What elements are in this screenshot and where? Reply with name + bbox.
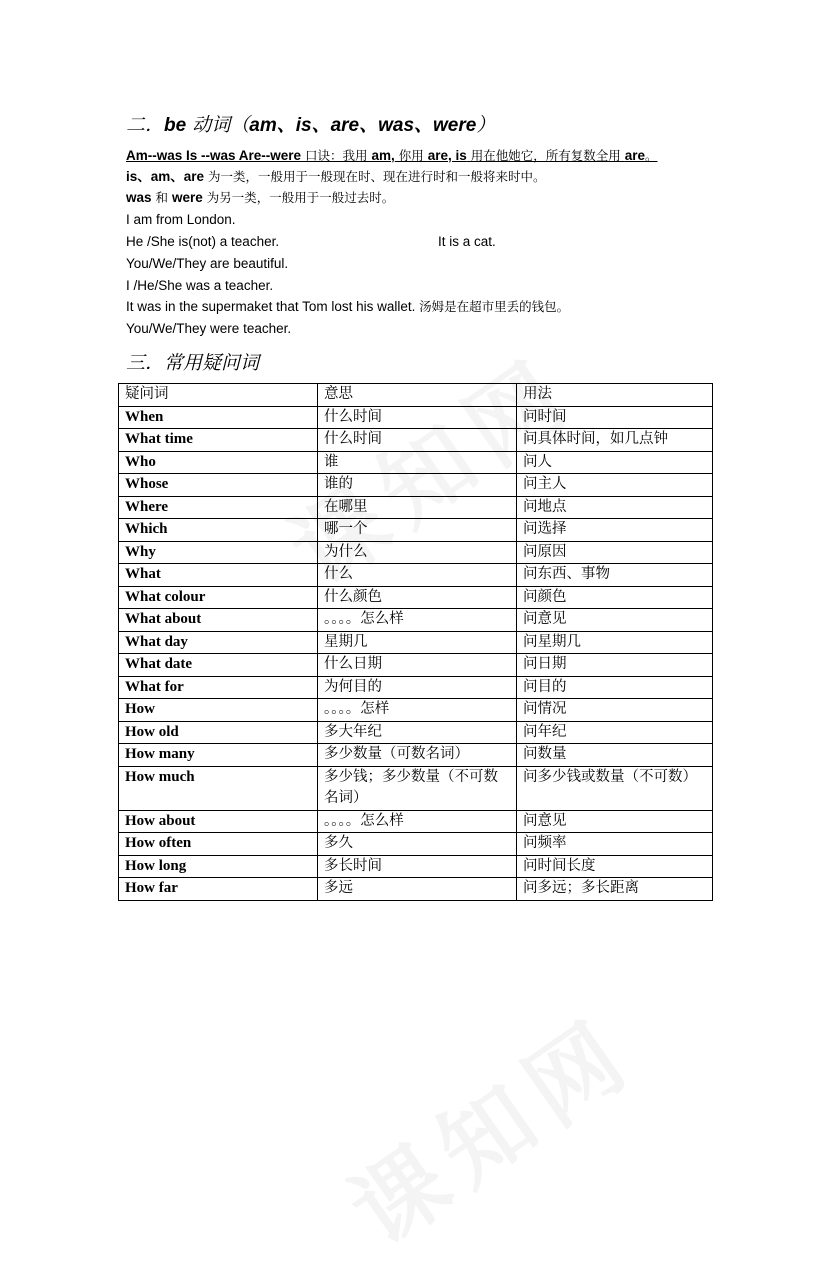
table-row bbox=[119, 878, 713, 901]
header-question-word: 疑问词 bbox=[119, 384, 318, 407]
cell-meaning: 多远 bbox=[318, 878, 517, 901]
example-5-zh: 汤姆是在超市里丢的钱包。 bbox=[419, 299, 570, 314]
table-row bbox=[119, 810, 713, 833]
cell-word: What about bbox=[119, 609, 318, 632]
table-row bbox=[119, 721, 713, 744]
group1-words: is、am、are bbox=[126, 169, 205, 184]
mnemonic-are-is: are, is bbox=[427, 148, 467, 163]
cell-word: How often bbox=[119, 833, 318, 856]
cell-usage: 问星期几 bbox=[517, 631, 713, 654]
group2-desc: 为另一类，一般用于一般过去时。 bbox=[202, 190, 395, 205]
table-row bbox=[119, 496, 713, 519]
mnemonic-zh-3: 用在他她它，所有复数全用 bbox=[466, 148, 625, 163]
table-row bbox=[119, 474, 713, 497]
cell-usage: 问东西、事物 bbox=[517, 564, 713, 587]
group1-line bbox=[126, 168, 546, 186]
cell-meaning: 在哪里 bbox=[318, 496, 517, 519]
cell-usage: 问时间 bbox=[517, 406, 713, 429]
example-5 bbox=[126, 298, 569, 316]
heading-verb-list: am、is、are、was、were bbox=[249, 115, 477, 136]
table-row bbox=[119, 744, 713, 767]
table-row bbox=[119, 451, 713, 474]
cell-meaning: 多长时间 bbox=[318, 855, 517, 878]
table-row bbox=[119, 429, 713, 452]
cell-word: How many bbox=[119, 744, 318, 767]
cell-word: Who bbox=[119, 451, 318, 474]
example-5-en: It was in the supermaket that Tom lost his wallet. bbox=[126, 299, 416, 314]
table-row bbox=[119, 855, 713, 878]
cell-usage: 问情况 bbox=[517, 699, 713, 722]
example-6: You/We/They were teacher. bbox=[126, 321, 292, 336]
cell-meaning: 哪一个 bbox=[318, 519, 517, 542]
cell-meaning: 多久 bbox=[318, 833, 517, 856]
cell-usage: 问意见 bbox=[517, 609, 713, 632]
cell-meaning: 多少钱；多少数量（不可数名词） bbox=[318, 766, 517, 810]
group2-and: 和 bbox=[151, 190, 172, 205]
group1-desc: 为一类，一般用于一般现在时、现在进行时和一般将来时中。 bbox=[204, 169, 546, 184]
cell-word: How long bbox=[119, 855, 318, 878]
table-row bbox=[119, 541, 713, 564]
watermark-logo-bottom bbox=[321, 981, 657, 1271]
mnemonic-line bbox=[126, 147, 658, 165]
cell-usage: 问颜色 bbox=[517, 586, 713, 609]
group2-was: was bbox=[126, 190, 152, 205]
mnemonic-zh-2: 你用 bbox=[394, 148, 428, 163]
cell-meaning: 谁 bbox=[318, 451, 517, 474]
cell-meaning: 为何目的 bbox=[318, 676, 517, 699]
cell-usage: 问目的 bbox=[517, 676, 713, 699]
mnemonic-end: 。 bbox=[645, 148, 658, 163]
cell-usage: 问数量 bbox=[517, 744, 713, 767]
cell-meaning: 什么颜色 bbox=[318, 586, 517, 609]
cell-usage: 问原因 bbox=[517, 541, 713, 564]
mnemonic-am: am, bbox=[371, 148, 395, 163]
header-usage: 用法 bbox=[517, 384, 713, 407]
section-number: 二． bbox=[126, 114, 165, 136]
cell-meaning: 。。。。怎么样 bbox=[318, 810, 517, 833]
cell-word: Whose bbox=[119, 474, 318, 497]
group2-were: were bbox=[171, 190, 203, 205]
heading-zh: 动词（ bbox=[192, 114, 250, 136]
cell-word: What time bbox=[119, 429, 318, 452]
cell-usage: 问选择 bbox=[517, 519, 713, 542]
table-head bbox=[119, 384, 713, 407]
cell-word: When bbox=[119, 406, 318, 429]
cell-usage: 问年纪 bbox=[517, 721, 713, 744]
cell-word: What colour bbox=[119, 586, 318, 609]
cell-usage: 问多少钱或数量（不可数） bbox=[517, 766, 713, 810]
table-body bbox=[119, 406, 713, 900]
section-heading-question-words: 三．常用疑问词 bbox=[126, 352, 260, 374]
cell-meaning: 多少数量（可数名词） bbox=[318, 744, 517, 767]
cell-word: What day bbox=[119, 631, 318, 654]
table-header-row bbox=[119, 384, 713, 407]
cell-word: What bbox=[119, 564, 318, 587]
cell-meaning: 谁的 bbox=[318, 474, 517, 497]
table-row bbox=[119, 654, 713, 677]
table-row bbox=[119, 586, 713, 609]
table-row bbox=[119, 631, 713, 654]
cell-word: How old bbox=[119, 721, 318, 744]
cell-word: How bbox=[119, 699, 318, 722]
cell-meaning: 什么时间 bbox=[318, 429, 517, 452]
question-words-table bbox=[118, 383, 713, 901]
cell-usage: 问具体时间，如几点钟 bbox=[517, 429, 713, 452]
cell-usage: 问日期 bbox=[517, 654, 713, 677]
section-heading-be-verbs bbox=[126, 110, 495, 137]
cell-meaning: 为什么 bbox=[318, 541, 517, 564]
table-row bbox=[119, 833, 713, 856]
mnemonic-en: Am--was Is --was Are--were bbox=[126, 148, 302, 163]
cell-meaning: 什么日期 bbox=[318, 654, 517, 677]
example-3: You/We/They are beautiful. bbox=[126, 256, 289, 271]
cell-word: Why bbox=[119, 541, 318, 564]
cell-usage: 问人 bbox=[517, 451, 713, 474]
cell-word: Where bbox=[119, 496, 318, 519]
cell-meaning: 什么 bbox=[318, 564, 517, 587]
cell-meaning: 多大年纪 bbox=[318, 721, 517, 744]
table-row bbox=[119, 766, 713, 810]
table-row bbox=[119, 519, 713, 542]
cell-usage: 问多远；多长距离 bbox=[517, 878, 713, 901]
cell-usage: 问意见 bbox=[517, 810, 713, 833]
example-2b: It is a cat. bbox=[438, 234, 496, 249]
heading-be: be bbox=[164, 115, 187, 136]
mnemonic-are: are bbox=[624, 148, 645, 163]
group2-line bbox=[126, 189, 394, 207]
cell-usage: 问主人 bbox=[517, 474, 713, 497]
table-row bbox=[119, 699, 713, 722]
cell-word: How much bbox=[119, 766, 318, 810]
example-1: I am from London. bbox=[126, 212, 236, 227]
header-meaning: 意思 bbox=[318, 384, 517, 407]
cell-meaning: 。。。。怎么样 bbox=[318, 609, 517, 632]
cell-usage: 问频率 bbox=[517, 833, 713, 856]
cell-word: Which bbox=[119, 519, 318, 542]
cell-usage: 问时间长度 bbox=[517, 855, 713, 878]
cell-word: How about bbox=[119, 810, 318, 833]
table-row bbox=[119, 406, 713, 429]
cell-word: What for bbox=[119, 676, 318, 699]
cell-meaning: 星期几 bbox=[318, 631, 517, 654]
mnemonic-zh-1: 口诀：我用 bbox=[301, 148, 372, 163]
table-row bbox=[119, 609, 713, 632]
cell-meaning: 。。。。怎样 bbox=[318, 699, 517, 722]
heading-close: ） bbox=[476, 114, 496, 136]
cell-word: How far bbox=[119, 878, 318, 901]
example-2a: He /She is(not) a teacher. bbox=[126, 234, 280, 249]
table-row bbox=[119, 676, 713, 699]
table-row bbox=[119, 564, 713, 587]
example-4: I /He/She was a teacher. bbox=[126, 278, 274, 293]
cell-meaning: 什么时间 bbox=[318, 406, 517, 429]
cell-word: What date bbox=[119, 654, 318, 677]
cell-usage: 问地点 bbox=[517, 496, 713, 519]
